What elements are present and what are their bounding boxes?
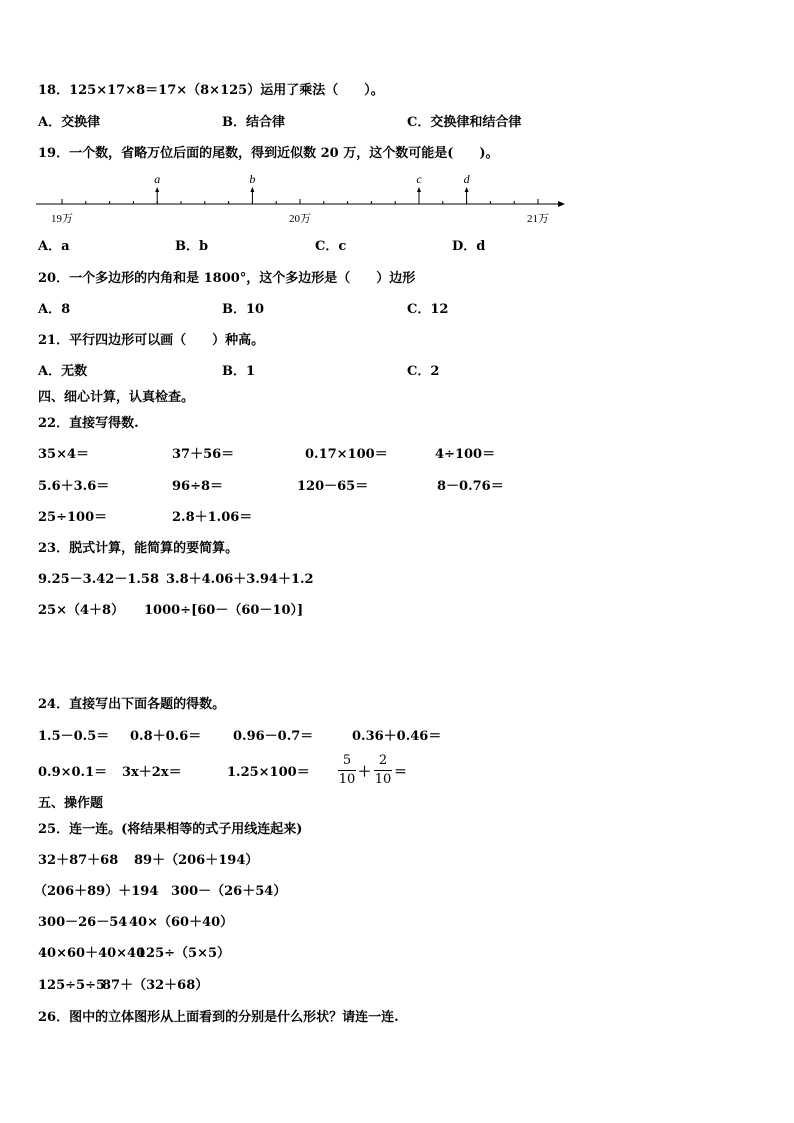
q21-text: 21．平行四边形可以画（ ）种高。 <box>38 333 265 348</box>
q25-left-expr[interactable]: 125÷5÷5 <box>38 978 106 993</box>
q19-option-c[interactable]: C．c <box>315 239 347 254</box>
q25-right-expr[interactable]: 87＋（32＋68） <box>102 978 209 993</box>
q20-text: 20．一个多边形的内角和是 1800°，这个多边形是（ ）边形 <box>38 271 416 286</box>
q19-text: 19．一个数，省略万位后面的尾数，得到近似数 20 万，这个数可能是( )。 <box>38 146 499 161</box>
q19-option-a[interactable]: A．a <box>38 239 70 254</box>
q25-right-expr[interactable]: 125÷（5×5） <box>137 946 231 961</box>
arrow-up-icon <box>250 187 254 192</box>
q24-text: 24．直接写出下面各题的得数。 <box>38 697 226 712</box>
q25-left-expr[interactable]: 32＋87＋68 <box>38 853 119 868</box>
q24-expr: 1.5－0.5＝ <box>38 729 110 744</box>
q21-option-b[interactable]: B．1 <box>222 364 256 379</box>
q22-expr: 120－65＝ <box>297 479 369 494</box>
number-line-tick-label: 21万 <box>527 213 549 225</box>
q24-expr: 0.96－0.7＝ <box>233 729 314 744</box>
q22-expr: 25÷100＝ <box>38 510 108 525</box>
q22-expr: 2.8＋1.06＝ <box>172 510 253 525</box>
q22-expr: 0.17×100＝ <box>305 447 388 462</box>
arrow-up-icon <box>465 187 469 192</box>
q22-text: 22．直接写得数. <box>38 416 139 431</box>
q22-expr: 8－0.76＝ <box>437 479 504 494</box>
q23-expr: 25×（4＋8） <box>38 603 125 618</box>
q23-expr: 1000÷[60－（60－10）] <box>144 603 304 618</box>
fraction-1-numerator: 5 <box>342 753 352 768</box>
q18-text: 18．125×17×8＝17×（8×125）运用了乘法（ ）。 <box>38 83 384 98</box>
q24-expr: 0.9×0.1＝ <box>38 765 108 780</box>
q25-right-expr[interactable]: 300－（26＋54） <box>171 884 287 899</box>
q22-expr: 35×4＝ <box>38 447 90 462</box>
fraction-2-bar <box>374 770 392 771</box>
q22-expr: 37＋56＝ <box>172 447 235 462</box>
section-4-heading: 四、细心计算，认真检查。 <box>38 390 195 405</box>
number-line-point-label: b <box>249 172 256 186</box>
q24-expr: 0.8＋0.6＝ <box>130 729 202 744</box>
section-5-heading: 五、操作题 <box>38 796 104 811</box>
number-line-tick-label: 19万 <box>51 213 73 225</box>
q21-option-c[interactable]: C．2 <box>407 364 440 379</box>
fraction-2-numerator: 2 <box>378 753 388 768</box>
number-line-point-label: d <box>463 172 470 186</box>
fraction-equals: ＝ <box>394 765 408 780</box>
q25-text: 25．连一连。(将结果相等的式子用线连起来) <box>38 822 303 837</box>
q22-expr: 5.6＋3.6＝ <box>38 479 110 494</box>
q20-option-a[interactable]: A．8 <box>38 302 71 317</box>
q22-expr: 4÷100＝ <box>435 447 496 462</box>
arrow-up-icon <box>155 187 159 192</box>
arrow-up-icon <box>417 187 421 192</box>
fraction-plus: ＋ <box>358 765 372 780</box>
q25-left-expr[interactable]: 300－26－54 <box>38 915 128 930</box>
number-line-tick-label: 20万 <box>289 213 311 225</box>
q19-option-d[interactable]: D．d <box>452 239 486 254</box>
q23-expr: 3.8＋4.06＋3.94＋1.2 <box>166 572 314 587</box>
q25-right-expr[interactable]: 89＋（206＋194） <box>134 853 259 868</box>
q20-option-c[interactable]: C．12 <box>407 302 449 317</box>
number-line-point-label: a <box>154 172 161 186</box>
q23-text: 23．脱式计算，能简算的要简算。 <box>38 541 239 556</box>
number-line <box>36 168 566 230</box>
q18-option-b[interactable]: B．结合律 <box>222 115 285 130</box>
q25-right-expr[interactable]: 40×（60＋40） <box>129 915 234 930</box>
q21-option-a[interactable]: A．无数 <box>38 364 88 379</box>
q23-expr: 9.25－3.42－1.58 <box>38 572 159 587</box>
number-line-point-label: c <box>416 172 422 186</box>
q25-left-expr[interactable]: 40×60＋40×40 <box>38 946 146 961</box>
q22-expr: 96÷8＝ <box>172 479 224 494</box>
q25-left-expr[interactable]: （206＋89）＋194 <box>34 884 159 899</box>
fraction-1-denominator: 10 <box>338 772 356 787</box>
q20-option-b[interactable]: B．10 <box>222 302 265 317</box>
q24-expr: 3x＋2x＝ <box>122 765 182 780</box>
q24-expr: 1.25×100＝ <box>227 765 310 780</box>
fraction-2 <box>374 753 392 788</box>
q24-expr: 0.36＋0.46＝ <box>352 729 442 744</box>
q18-option-a[interactable]: A．交换律 <box>38 115 101 130</box>
q26-text: 26．图中的立体图形从上面看到的分别是什么形状？请连一连. <box>38 1010 399 1025</box>
fraction-1-bar <box>338 770 356 771</box>
q19-option-b[interactable]: B．b <box>175 239 209 254</box>
fraction-1 <box>338 753 356 788</box>
fraction-2-denominator: 10 <box>374 772 392 787</box>
q18-option-c[interactable]: C．交换律和结合律 <box>407 115 522 130</box>
number-line-arrow-icon <box>558 201 565 207</box>
